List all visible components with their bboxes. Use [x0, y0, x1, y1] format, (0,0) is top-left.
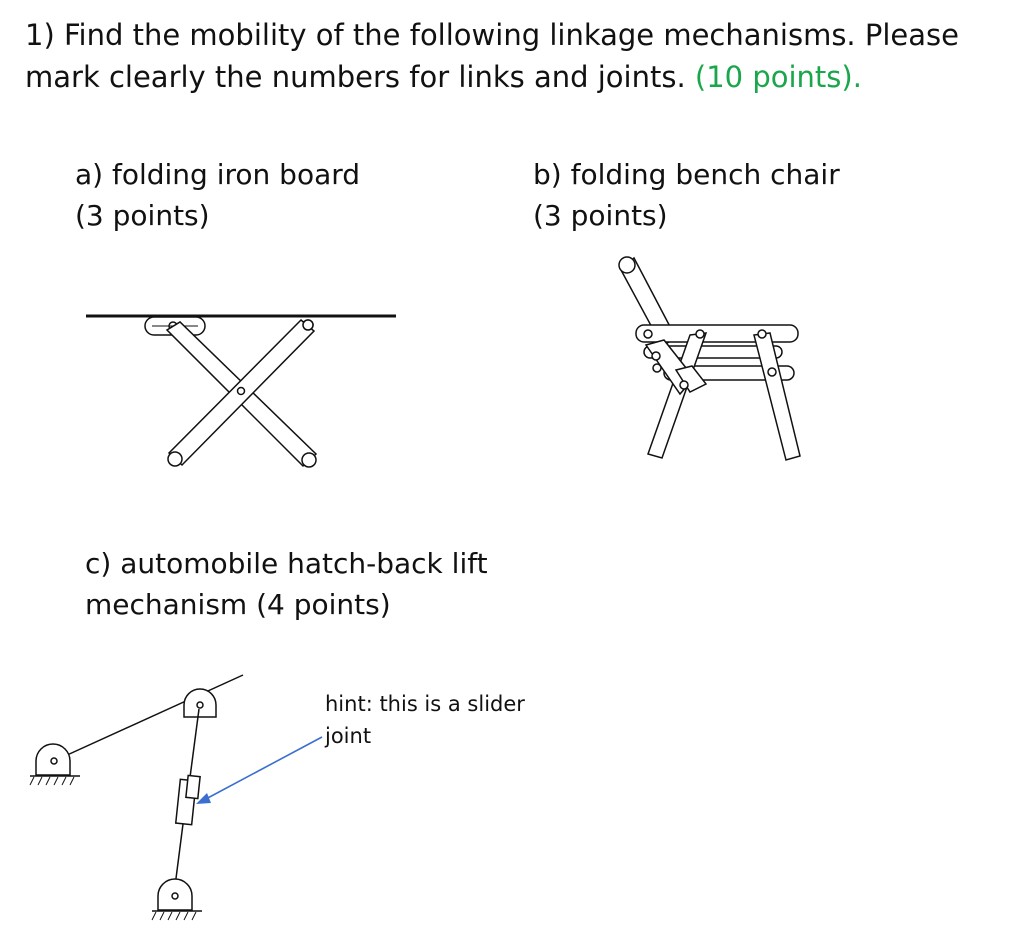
part-b-points: (3 points)	[533, 199, 668, 232]
part-a-label: a) folding iron board	[75, 158, 361, 191]
part-c-label-line2: mechanism (4 points)	[85, 588, 391, 621]
part-c-label-line1: c) automobile hatch-back lift	[85, 547, 488, 580]
hint-line1: hint: this is a slider	[325, 692, 525, 716]
hint-line2: joint	[325, 724, 372, 748]
question-points: (10 points).	[694, 60, 862, 94]
part-a-points: (3 points)	[75, 199, 210, 232]
question-number: 1)	[25, 18, 55, 52]
part-b-label: b) folding bench chair	[533, 158, 840, 191]
question-body: Find the mobility of the following linkage mechanisms. Please mark clearly the numbers for links and joints.	[25, 18, 959, 94]
hint-arrow-icon	[196, 737, 322, 804]
